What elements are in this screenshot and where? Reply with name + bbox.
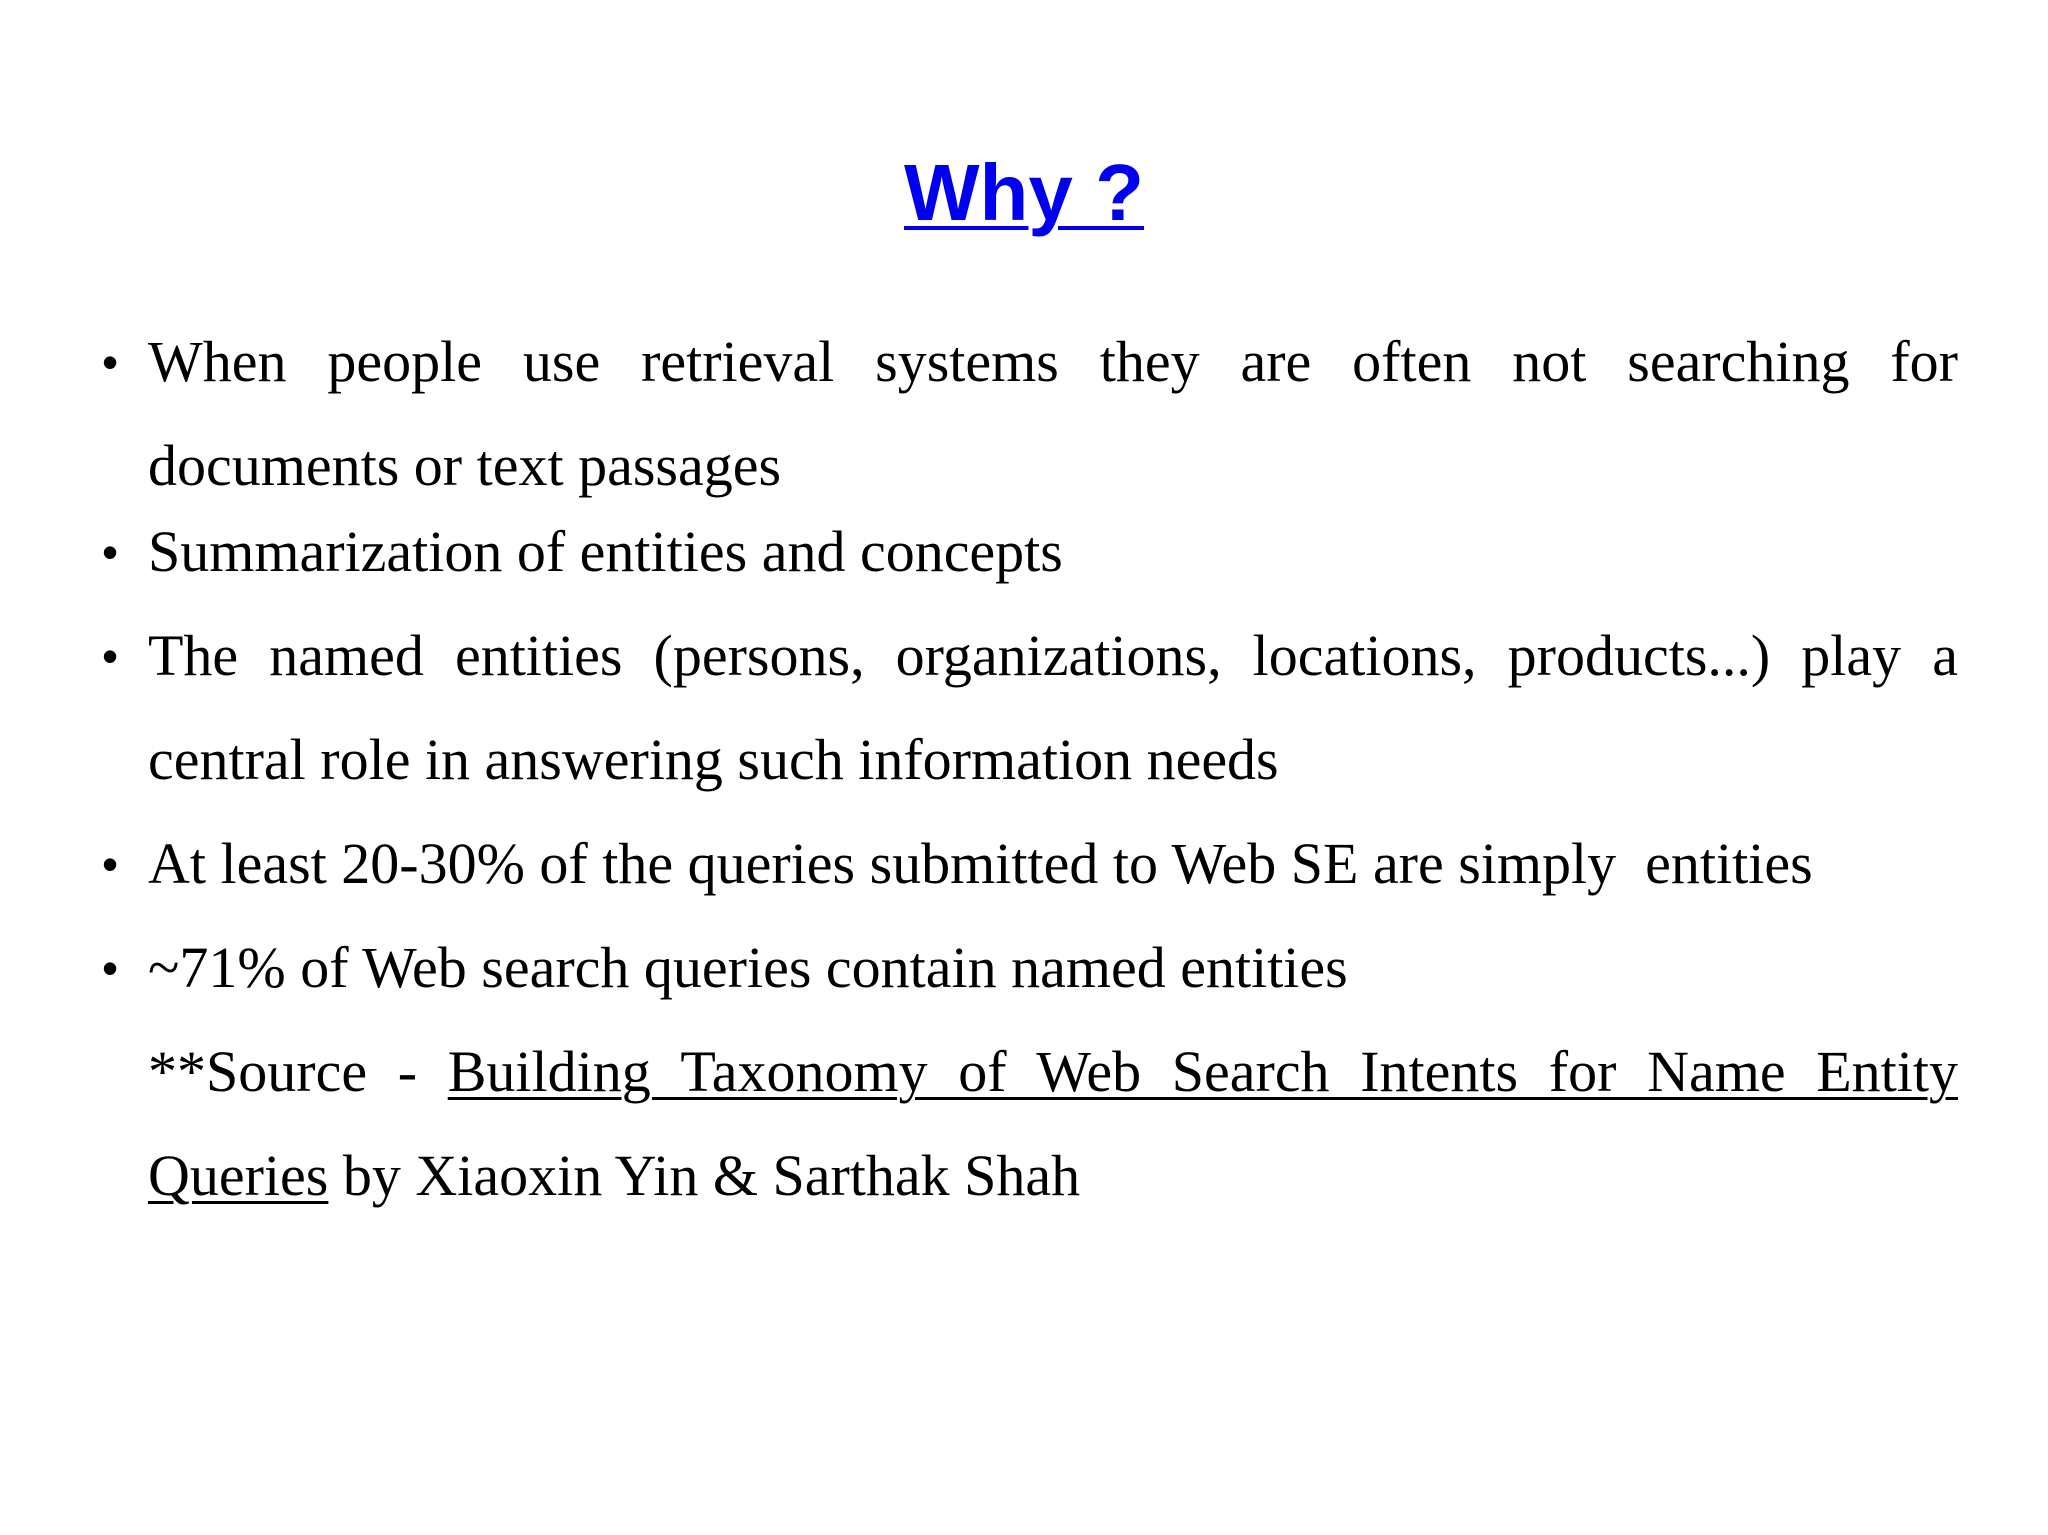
bullet-icon: • <box>102 526 119 578</box>
slide-title[interactable]: Why ? <box>904 148 1144 237</box>
bullet-text: ~71% of Web search queries contain named entities <box>148 935 1348 1000</box>
bullet-text: When people use retrieval systems they are often not searching for documents or text passages <box>148 329 1958 498</box>
bullet-text: The named entities (persons, organizations, locations, products...) play a central role in answering such information needs <box>148 623 1958 792</box>
bullet-icon: • <box>102 630 119 682</box>
bullet-item <box>102 812 1958 916</box>
source-prefix: **Source - <box>148 1039 448 1104</box>
source-suffix: by Xiaoxin Yin & Sarthak Shah <box>328 1143 1081 1208</box>
source-link[interactable]: Building Taxonomy of Web Search Intents for Name Entity Queries <box>148 1039 1959 1208</box>
source-citation <box>148 1020 1958 1228</box>
bullet-text: Summarization of entities and concepts <box>148 519 1063 584</box>
bullet-list <box>102 310 1959 1228</box>
bullet-icon: • <box>102 942 119 994</box>
bullet-item <box>102 500 1958 604</box>
bullet-icon: • <box>102 838 119 890</box>
bullet-item <box>102 916 1958 1020</box>
bullet-item <box>102 604 1958 812</box>
bullet-icon: • <box>102 336 119 388</box>
bullet-item <box>102 310 1958 518</box>
bullet-text: At least 20-30% of the queries submitted to Web SE are simply entities <box>148 831 1813 896</box>
